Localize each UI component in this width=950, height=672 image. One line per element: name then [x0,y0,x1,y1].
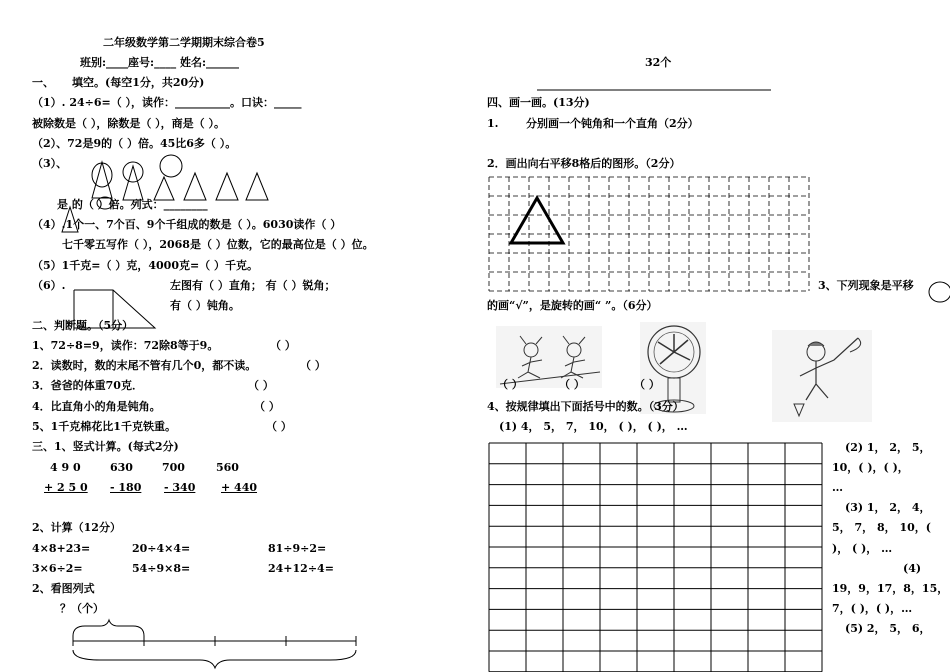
pattern-side-line-3: … [832,481,843,494]
student-info-line: 班别:____座号:____ 姓名:______ [80,56,240,69]
question-5: （5）1千克=（ ）克，4000克=（ ）千克。 [32,259,259,272]
calc-4: 3×6÷2= [32,562,83,575]
question-6-line-2: 有（ ）钝角。 [170,299,240,312]
vertical-calc-top-1: 4 9 0 [50,461,81,474]
section-3-heading: 三、1、竖式计算。(每式2分) [32,440,179,453]
judge-item-3: 3．爸爸的体重70克． [32,379,143,392]
pattern-side-line-7: (4) [903,562,922,575]
draw-item-1: 分别画一个钝角和一个直角（2分） [526,117,699,130]
vertical-calc-bottom-1: + 2 5 0 [44,481,88,494]
draw-item-3-line-2: 的画“√”，是旋转的画“ ”。（6分） [487,299,658,312]
pattern-heading: 4、按规律填出下面括号中的数。（3分） [487,400,684,413]
question-6: （6）. [32,279,66,292]
question-1-line-2: 被除数是（ ），除数是（ ），商是（ ）。 [32,117,225,130]
question-6-line-1: 左图有（ ）直角； 有（ ）锐角； [170,279,336,292]
calc-heading: 2、计算（12分） [32,521,121,534]
question-3: （3）、 [32,157,68,170]
pattern-side-line-10: (5) 2， 5， 6， [845,622,931,635]
judge-item-4: 4．比直角小的角是钝角。 [32,400,161,413]
judge-item-5: 5、1千克棉花比1千克铁重。 [32,420,176,433]
pattern-side-line-1: (2) 1， 2， 5， [845,441,931,454]
pattern-side-line-6: )， ( )， … [832,542,893,555]
answer-paren-1: （ ） [497,378,523,391]
pattern-side-line-5: 5， 7， 8， 10，( [832,521,931,534]
vertical-calc-bottom-3: - 340 [164,481,196,494]
pattern-side-line-4: (3) 1， 2， 4， [845,501,931,514]
calc-6: 24+12÷4= [268,562,334,575]
judge-item-2-answer: （ ） [300,359,326,372]
look-and-write-heading: 2、看图列式 [32,582,95,595]
draw-item-2: 2．画出向右平移8格后的图形。（2分） [487,157,681,170]
question-4-line-2: 七千零五写作（ ），2068是（ ）位数，它的最高位是（ ）位。 [62,238,374,251]
section-1-number: 一、 [32,76,54,89]
judge-item-3-answer: （ ） [248,379,274,392]
calc-5: 54÷9×8= [132,562,191,575]
vertical-calc-top-2: 630 [110,461,133,474]
page-title: 二年级数学第二学期期末综合卷5 [103,36,265,49]
section-4-heading: 四、画一画。(13分) [487,96,590,109]
draw-item-1-number: 1. [487,117,499,130]
vertical-calc-top-3: 700 [162,461,185,474]
judge-item-1: 1、72÷8=9，读作：72除8等于9。 [32,339,219,352]
pattern-side-line-2: 10，( )，( )， [832,461,909,474]
vertical-calc-top-4: 560 [216,461,239,474]
vertical-calc-bottom-2: - 180 [110,481,142,494]
pattern-1: (1) 4， 5， 7， 10， ( )， ( )， … [499,420,688,433]
calc-3: 81÷9÷2= [268,542,327,555]
pattern-side-line-9: 7，( )，( )，… [832,602,913,615]
draw-item-3: 3、下列现象是平移 [818,279,914,292]
judge-item-4-answer: （ ） [254,400,280,413]
question-4: （4）.1个一、7个百、9个千组成的数是（ ）。6030读作（ ） [32,218,342,231]
judge-item-2: 2．读数时，数的末尾不管有几个0，都不读。 [32,359,257,372]
calc-2: 20÷4×4= [132,542,191,555]
section-1-heading: 填空。(每空1分，共20分) [72,76,205,89]
question-1: （1）. 24÷6=（ ），读作：__________。口诀：_____ [32,96,302,109]
vertical-calc-bottom-4: + 440 [221,481,258,494]
pattern-side-line-8: 19，9，17，8，15， [832,582,949,595]
answer-paren-3: （ ） [634,378,660,391]
count-label: 32个 [645,56,672,69]
question-2: （2）、72是9的（ ）倍。45比6多（ ）。 [32,137,237,150]
judge-item-5-answer: （ ） [266,420,292,433]
question-3-line-2: 是 的（ ）倍。列式：________ [57,198,208,211]
section-2-heading: 二、判断题。（5分） [32,319,134,332]
look-and-write-question: ？（个） [60,602,104,615]
answer-paren-2: （ ） [559,378,585,391]
judge-item-1-answer: （ ） [270,339,296,352]
calc-1: 4×8+23= [32,542,91,555]
